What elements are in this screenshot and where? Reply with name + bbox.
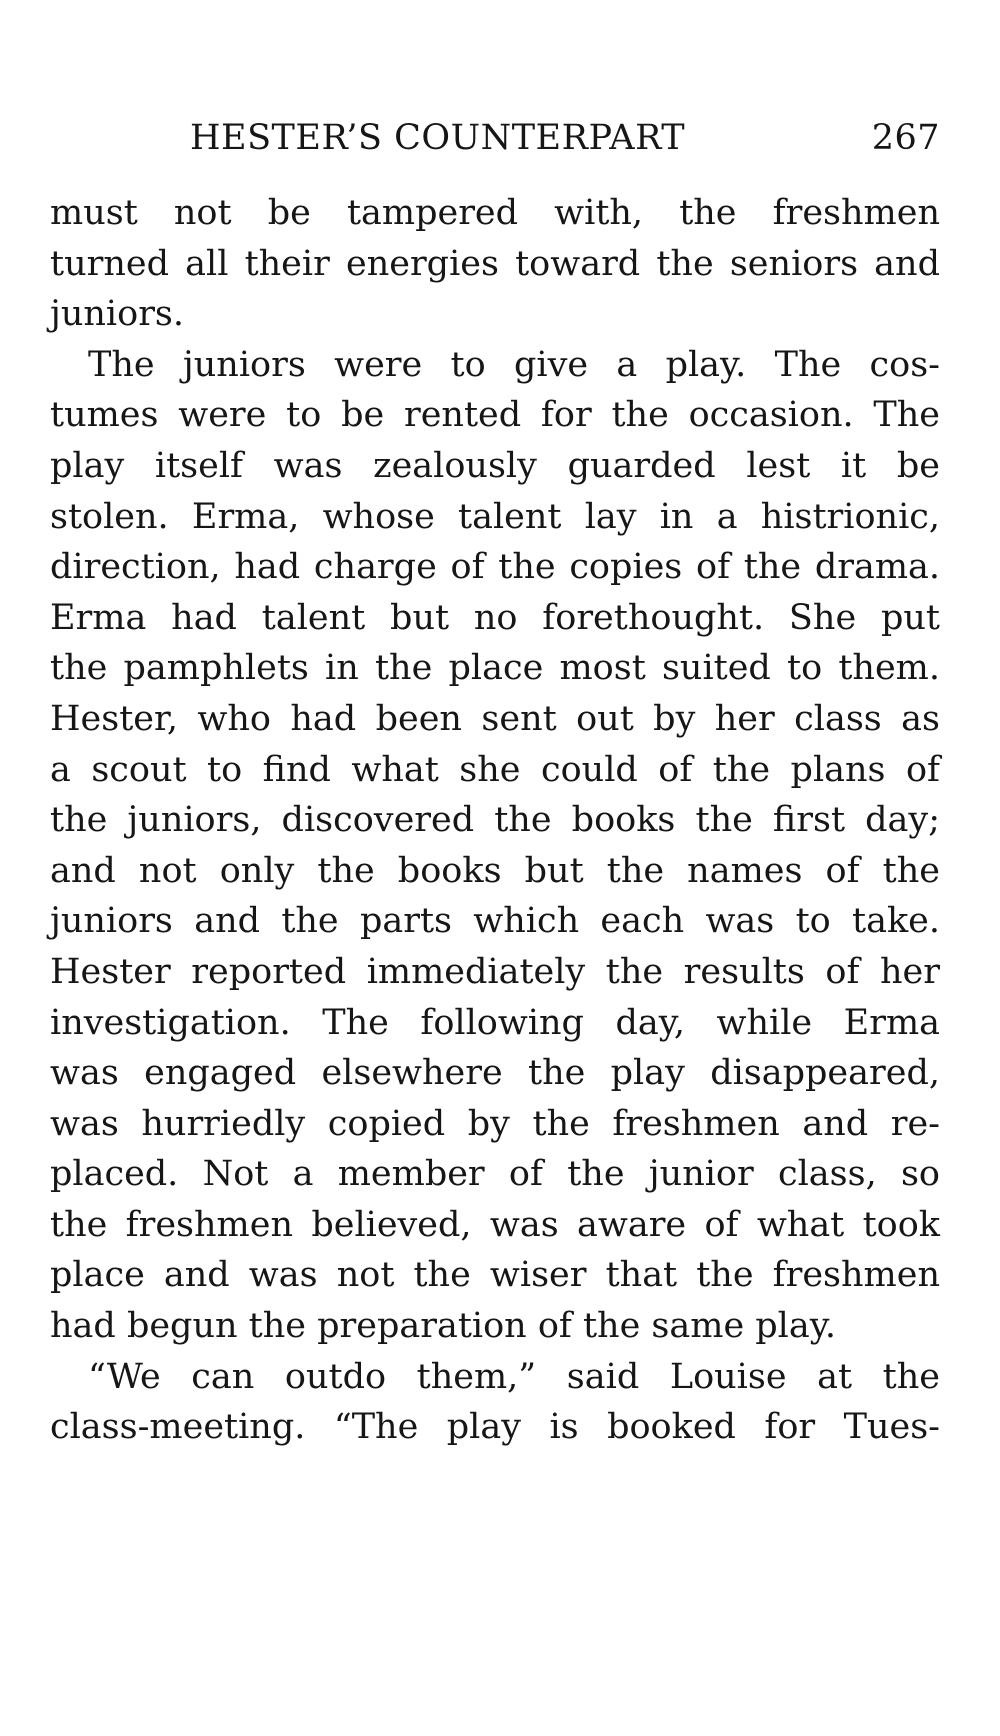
text-line: tumes were to be rented for the occasion. The [50, 395, 940, 436]
text-line: the freshmen believed, was aware of what took [50, 1204, 940, 1245]
text-line: play itself was zealously guarded lest it be [50, 445, 940, 486]
text-line: placed. Not a member of the junior class, so [50, 1154, 940, 1195]
text-line: and not only the books but the names of the [50, 850, 940, 891]
text-line: The juniors were to give a play. The cos- [88, 344, 940, 385]
text-line: turned all their energies toward the seniors and [50, 243, 940, 284]
text-line: investigation. The following day, while Erma [50, 1002, 940, 1043]
body-text [50, 188, 940, 1453]
text-line: was engaged elsewhere the play disappeared, [50, 1053, 940, 1094]
text-line: juniors. [50, 294, 185, 335]
text-line: stolen. Erma, whose talent lay in a histrionic, [50, 496, 940, 537]
text-line: the juniors, discovered the books the first day; [50, 800, 940, 841]
text-line: Hester reported immediately the results of her [50, 951, 940, 992]
text-line: Erma had talent but no forethought. She put [50, 597, 940, 638]
running-title: HESTER’S COUNTERPART [190, 118, 686, 158]
text-line: “We can outdo them,” said Louise at the [88, 1356, 940, 1397]
text-line: had begun the preparation of the same play. [50, 1306, 836, 1347]
text-line: class-meeting. “The play is booked for Tues- [50, 1407, 940, 1448]
text-line: the pamphlets in the place most suited to them. [50, 648, 940, 689]
text-line: direction, had charge of the copies of the drama. [50, 547, 940, 588]
text-line: juniors and the parts which each was to take. [50, 901, 940, 942]
page-number: 267 [871, 118, 940, 158]
text-line: place and was not the wiser that the freshmen [50, 1255, 940, 1296]
text-line: a scout to find what she could of the plans of [50, 749, 940, 790]
text-line: must not be tampered with, the freshmen [50, 193, 940, 233]
text-line: Hester, who had been sent out by her class as [50, 698, 940, 739]
text-line: was hurriedly copied by the freshmen and re- [50, 1103, 940, 1144]
running-head [50, 100, 940, 160]
